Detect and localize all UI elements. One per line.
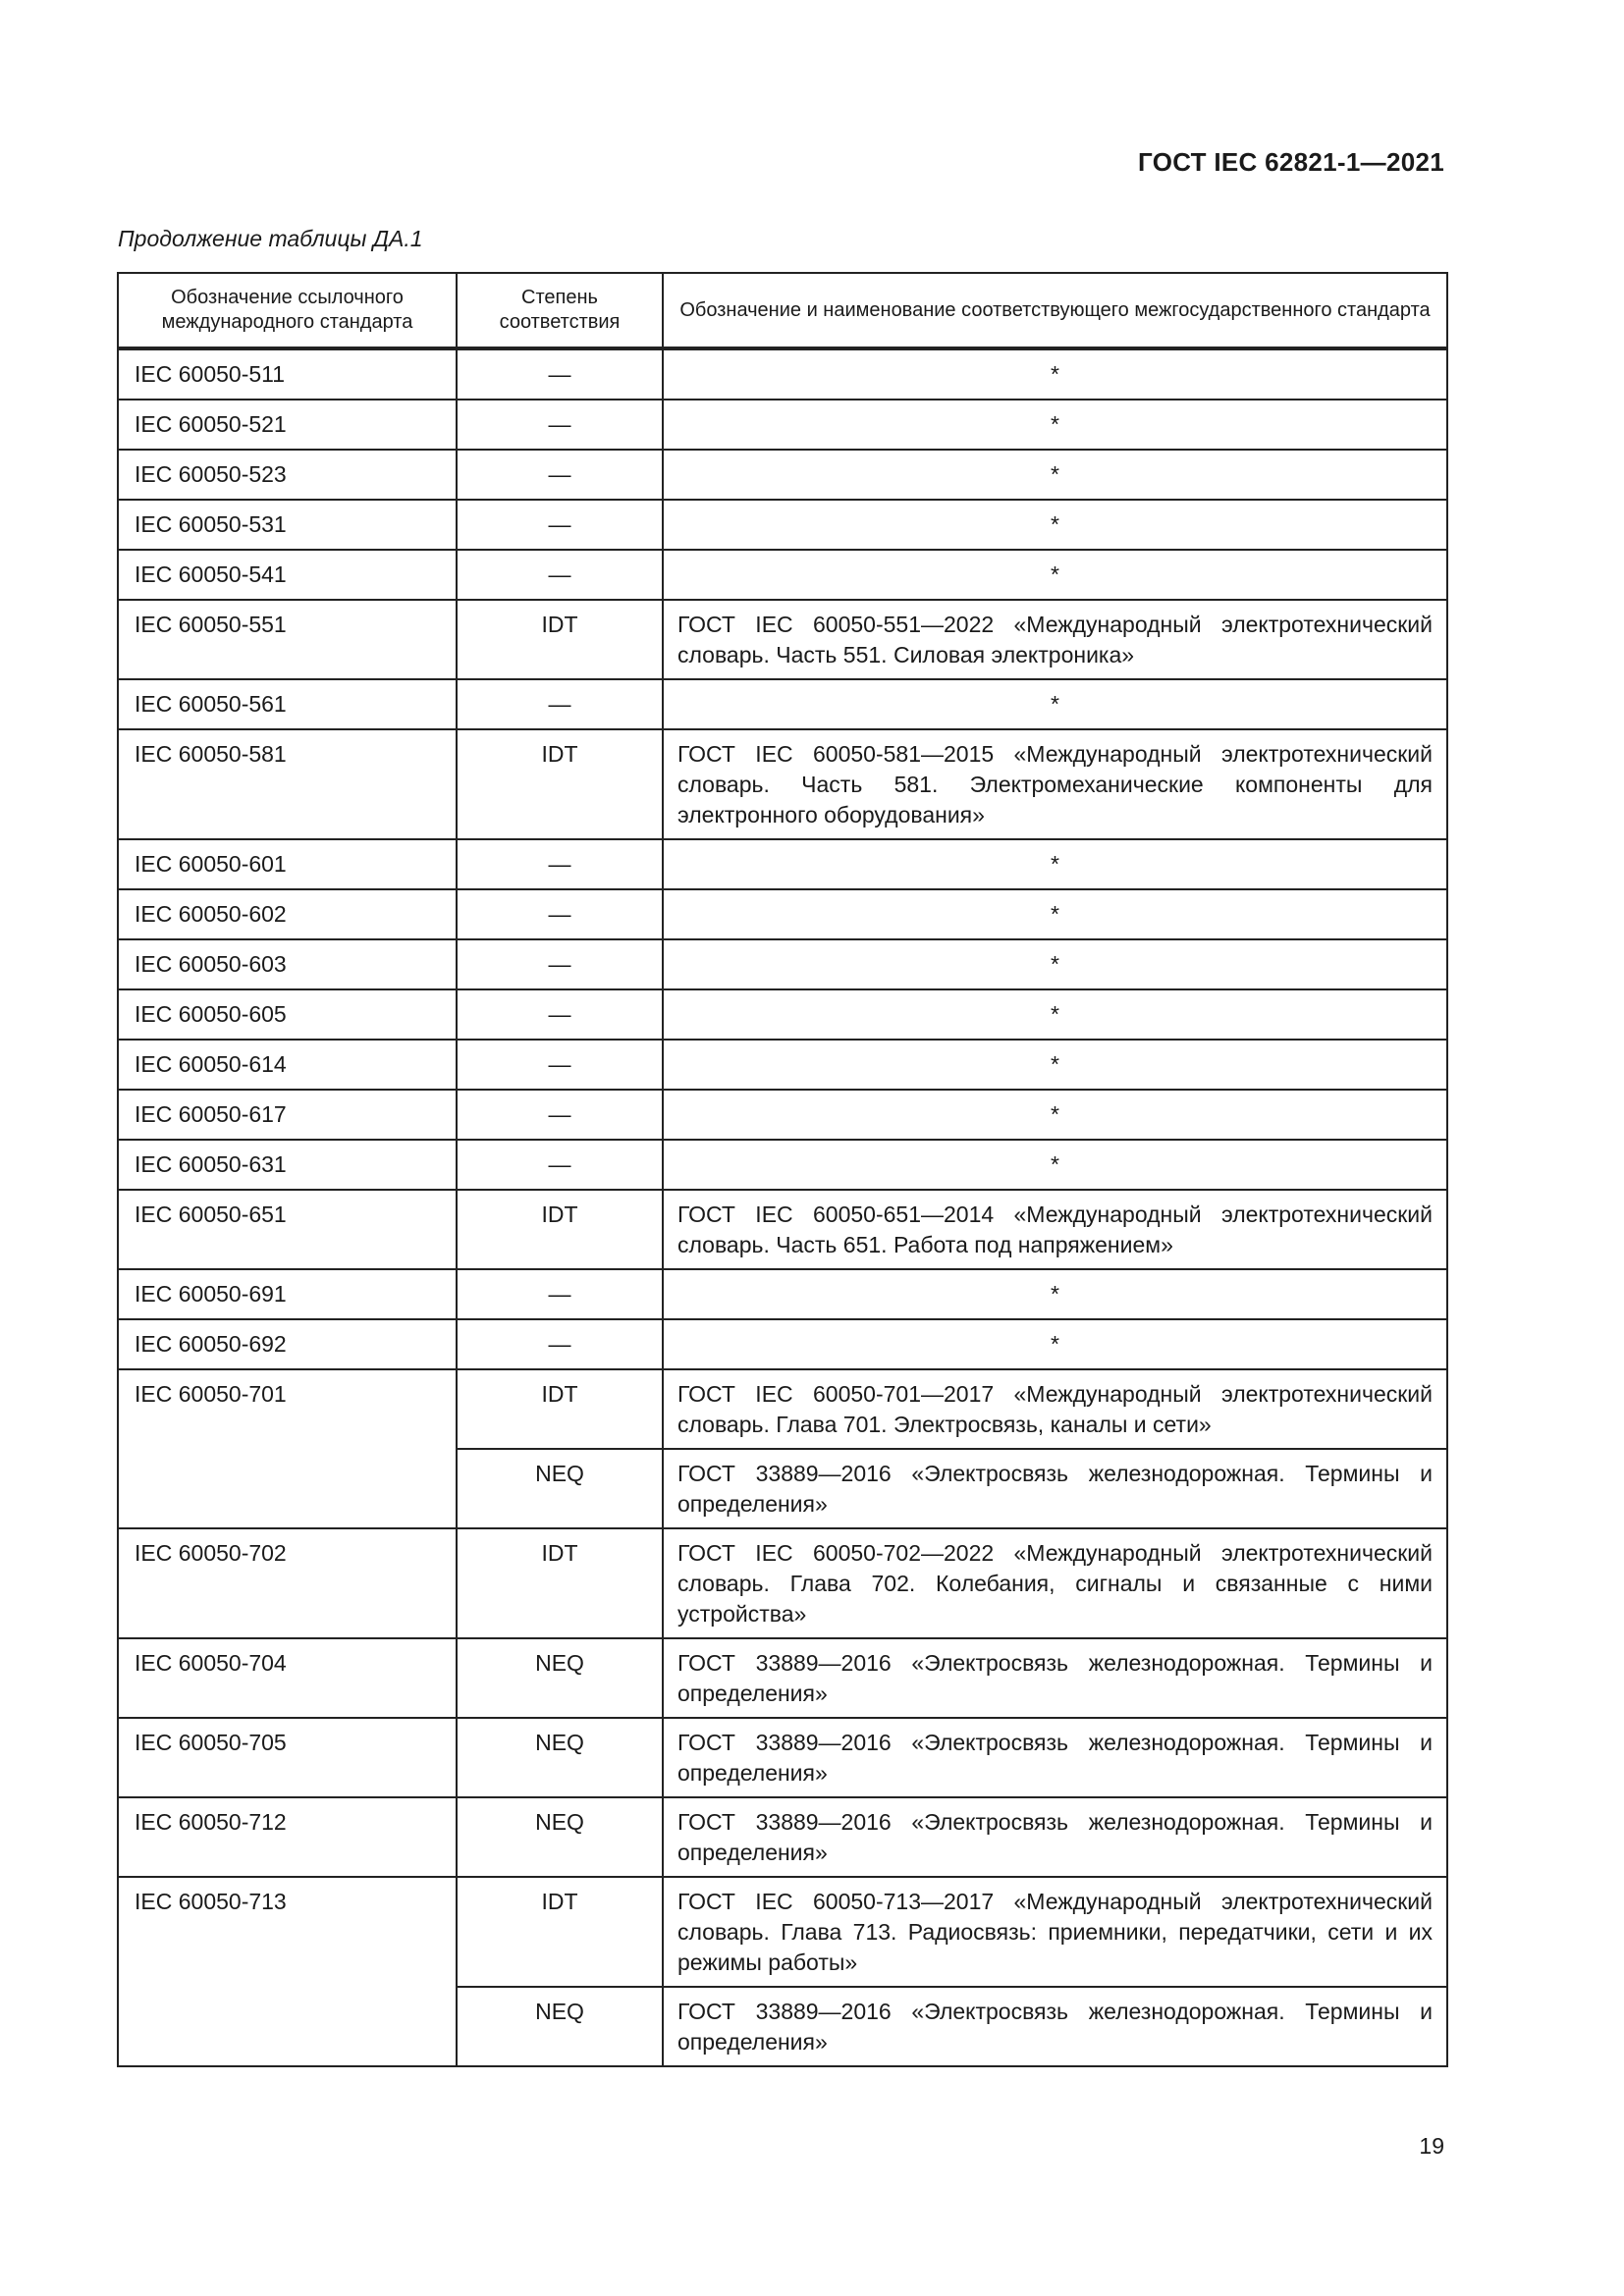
reference-cell: IEC 60050-712 — [118, 1797, 457, 1877]
degree-cell: NEQ — [457, 1449, 663, 1528]
reference-cell: IEC 60050-523 — [118, 450, 457, 500]
table-row — [118, 600, 1447, 679]
degree-cell: — — [457, 550, 663, 600]
reference-cell: IEC 60050-631 — [118, 1140, 457, 1190]
table-row — [118, 729, 1447, 839]
table-header-row — [118, 273, 1447, 348]
table-row — [118, 1877, 1447, 1987]
equivalent-cell: * — [663, 348, 1447, 400]
reference-cell: IEC 60050-651 — [118, 1190, 457, 1269]
table-row — [118, 1369, 1447, 1449]
table-row — [118, 839, 1447, 889]
standards-correspondence-table — [117, 272, 1448, 2067]
equivalent-cell: * — [663, 1319, 1447, 1369]
equivalent-cell: * — [663, 839, 1447, 889]
reference-cell: IEC 60050-713 — [118, 1877, 457, 2066]
reference-cell: IEC 60050-617 — [118, 1090, 457, 1140]
degree-cell: IDT — [457, 1190, 663, 1269]
reference-cell: IEC 60050-531 — [118, 500, 457, 550]
table-row — [118, 1718, 1447, 1797]
column-header-reference: Обозначение ссылочного международного стандарта — [118, 273, 457, 348]
equivalent-cell: * — [663, 1269, 1447, 1319]
equivalent-cell: ГОСТ IEC 60050-701—2017 «Международный электротехнический словарь. Глава 701. Электросвязь, каналы и сети» — [663, 1369, 1447, 1449]
degree-cell: IDT — [457, 1877, 663, 1987]
degree-cell: NEQ — [457, 1797, 663, 1877]
degree-cell: NEQ — [457, 1638, 663, 1718]
equivalent-cell: * — [663, 1040, 1447, 1090]
degree-cell: — — [457, 1040, 663, 1090]
table-row — [118, 348, 1447, 400]
table-caption: Продолжение таблицы ДА.1 — [118, 226, 423, 251]
reference-cell: IEC 60050-601 — [118, 839, 457, 889]
equivalent-cell: ГОСТ IEC 60050-551—2022 «Международный электротехнический словарь. Часть 551. Силовая электроника» — [663, 600, 1447, 679]
table-row — [118, 939, 1447, 989]
table-row — [118, 1319, 1447, 1369]
reference-cell: IEC 60050-704 — [118, 1638, 457, 1718]
equivalent-cell: * — [663, 500, 1447, 550]
reference-cell: IEC 60050-603 — [118, 939, 457, 989]
reference-cell: IEC 60050-581 — [118, 729, 457, 839]
table-row — [118, 1190, 1447, 1269]
equivalent-cell: ГОСТ 33889—2016 «Электросвязь железнодорожная. Термины и определения» — [663, 1449, 1447, 1528]
reference-cell: IEC 60050-702 — [118, 1528, 457, 1638]
reference-cell: IEC 60050-602 — [118, 889, 457, 939]
degree-cell: IDT — [457, 729, 663, 839]
degree-cell: IDT — [457, 600, 663, 679]
degree-cell: — — [457, 400, 663, 450]
degree-cell: — — [457, 679, 663, 729]
reference-cell: IEC 60050-705 — [118, 1718, 457, 1797]
degree-cell: — — [457, 1269, 663, 1319]
degree-cell: — — [457, 1090, 663, 1140]
reference-cell: IEC 60050-521 — [118, 400, 457, 450]
equivalent-cell: * — [663, 889, 1447, 939]
reference-cell: IEC 60050-511 — [118, 348, 457, 400]
degree-cell: — — [457, 939, 663, 989]
table-row — [118, 1090, 1447, 1140]
table-row — [118, 550, 1447, 600]
table-row — [118, 1797, 1447, 1877]
column-header-equivalent: Обозначение и наименование соответствующего межгосударственного стандарта — [663, 273, 1447, 348]
equivalent-cell: * — [663, 1090, 1447, 1140]
table-row — [118, 1638, 1447, 1718]
table-row — [118, 1140, 1447, 1190]
reference-cell: IEC 60050-691 — [118, 1269, 457, 1319]
degree-cell: — — [457, 989, 663, 1040]
table-row — [118, 679, 1447, 729]
equivalent-cell: * — [663, 550, 1447, 600]
equivalent-cell: * — [663, 939, 1447, 989]
reference-cell: IEC 60050-541 — [118, 550, 457, 600]
equivalent-cell: * — [663, 989, 1447, 1040]
table-row — [118, 889, 1447, 939]
reference-cell: IEC 60050-692 — [118, 1319, 457, 1369]
degree-cell: NEQ — [457, 1987, 663, 2066]
table-row — [118, 450, 1447, 500]
table-row — [118, 400, 1447, 450]
equivalent-cell: ГОСТ IEC 60050-702—2022 «Международный электротехнический словарь. Глава 702. Колебания, сигналы и связанные с ними устройства» — [663, 1528, 1447, 1638]
equivalent-cell: ГОСТ IEC 60050-713—2017 «Международный электротехнический словарь. Глава 713. Радиосвязь: приемники, передатчики, сети и их режимы работы» — [663, 1877, 1447, 1987]
equivalent-cell: ГОСТ IEC 60050-651—2014 «Международный электротехнический словарь. Часть 651. Работа под напряжением» — [663, 1190, 1447, 1269]
table-row — [118, 500, 1447, 550]
table-row — [118, 989, 1447, 1040]
equivalent-cell: ГОСТ 33889—2016 «Электросвязь железнодорожная. Термины и определения» — [663, 1797, 1447, 1877]
document-code: ГОСТ IEC 62821-1—2021 — [1138, 147, 1444, 177]
degree-cell: — — [457, 889, 663, 939]
degree-cell: IDT — [457, 1528, 663, 1638]
table-row — [118, 1269, 1447, 1319]
reference-cell: IEC 60050-605 — [118, 989, 457, 1040]
equivalent-cell: * — [663, 679, 1447, 729]
degree-cell: — — [457, 450, 663, 500]
equivalent-cell: ГОСТ IEC 60050-581—2015 «Международный электротехнический словарь. Часть 581. Электромеханические компоненты для электронного оборудования» — [663, 729, 1447, 839]
reference-cell: IEC 60050-701 — [118, 1369, 457, 1528]
degree-cell: — — [457, 500, 663, 550]
reference-cell: IEC 60050-614 — [118, 1040, 457, 1090]
reference-cell: IEC 60050-561 — [118, 679, 457, 729]
equivalent-cell: * — [663, 1140, 1447, 1190]
degree-cell: NEQ — [457, 1718, 663, 1797]
page-number: 19 — [1419, 2133, 1444, 2159]
equivalent-cell: ГОСТ 33889—2016 «Электросвязь железнодорожная. Термины и определения» — [663, 1718, 1447, 1797]
degree-cell: — — [457, 839, 663, 889]
equivalent-cell: ГОСТ 33889—2016 «Электросвязь железнодорожная. Термины и определения» — [663, 1987, 1447, 2066]
table-row — [118, 1528, 1447, 1638]
degree-cell: — — [457, 1140, 663, 1190]
reference-cell: IEC 60050-551 — [118, 600, 457, 679]
table-row — [118, 1040, 1447, 1090]
equivalent-cell: ГОСТ 33889—2016 «Электросвязь железнодорожная. Термины и определения» — [663, 1638, 1447, 1718]
degree-cell: — — [457, 348, 663, 400]
column-header-degree: Степень соответствия — [457, 273, 663, 348]
equivalent-cell: * — [663, 450, 1447, 500]
degree-cell: — — [457, 1319, 663, 1369]
equivalent-cell: * — [663, 400, 1447, 450]
degree-cell: IDT — [457, 1369, 663, 1449]
